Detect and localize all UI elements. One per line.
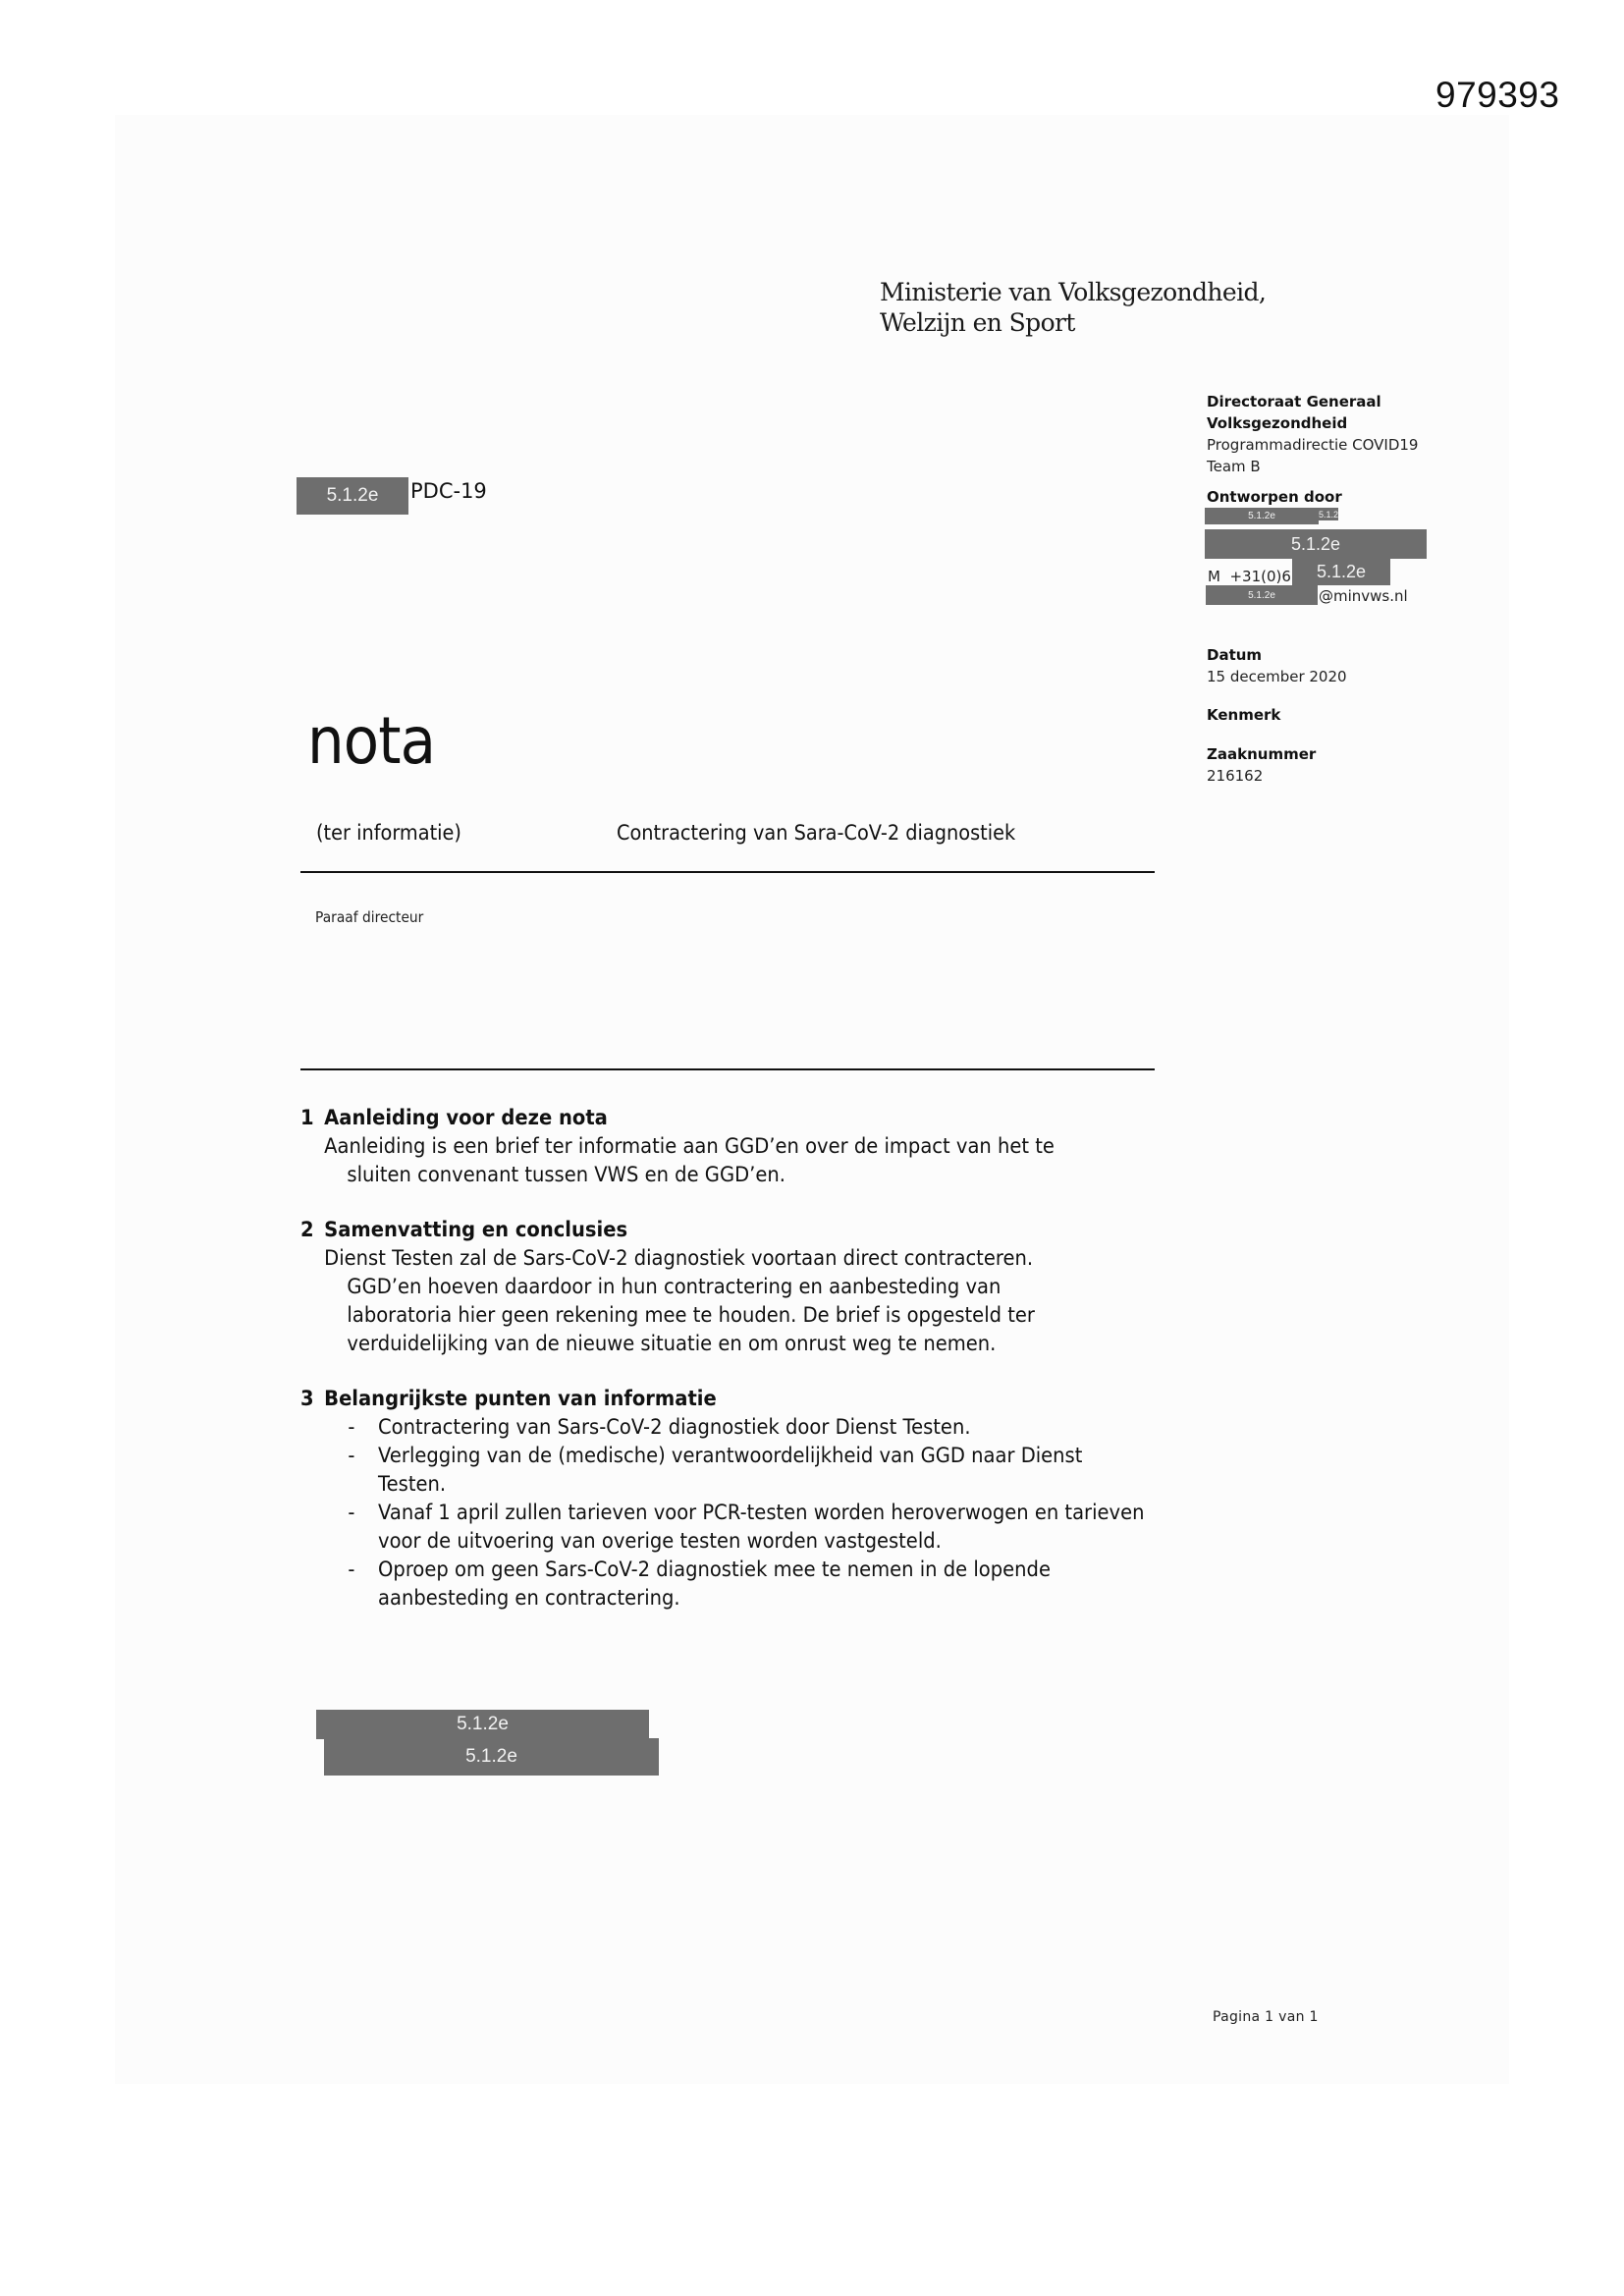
designer-redaction-2: 5.1.2 xyxy=(1319,509,1338,519)
section-2-continuation: GGD’en hoeven daardoor in hun contractering en aanbesteding van laboratoria hier geen rekening mee te houden. De brief is opgesteld ter verduidelijking van de nieuwe situatie en om onrust weg te nemen. xyxy=(347,1275,1035,1355)
case-label: Zaaknummer xyxy=(1207,745,1317,763)
ministry-name-line2: Welzijn en Sport xyxy=(880,308,1075,337)
section-1-first-line: Aanleiding is een brief ter informatie aan GGD’en over de impact van het te xyxy=(324,1134,1055,1158)
kenmerk-label: Kenmerk xyxy=(1207,706,1281,724)
section-3 xyxy=(300,1385,1145,1613)
key-points-list xyxy=(300,1413,1152,1613)
section-3-heading xyxy=(300,1385,1122,1413)
section-1-title: Aanleiding voor deze nota xyxy=(324,1106,608,1129)
date-label: Datum xyxy=(1207,646,1263,664)
section-1-number: 1 xyxy=(300,1106,314,1129)
list-item xyxy=(348,1442,1151,1499)
signature-redaction-2: 5.1.2e xyxy=(324,1738,659,1776)
section-2-heading xyxy=(300,1216,1122,1244)
reference-redaction: 5.1.2e xyxy=(297,477,408,515)
section-3-number: 3 xyxy=(300,1387,314,1410)
org-line-1: Directoraat Generaal xyxy=(1207,393,1381,410)
email-domain: @minvws.nl xyxy=(1319,587,1408,605)
list-item-text: Contractering van Sars-CoV-2 diagnostiek door Dienst Testen. xyxy=(378,1415,971,1439)
case-value: 216162 xyxy=(1207,767,1264,785)
section-1-heading xyxy=(300,1104,1122,1132)
sender-info xyxy=(1207,391,1418,477)
list-item xyxy=(348,1556,1151,1613)
email-user-redaction: 5.1.2e xyxy=(1206,585,1318,605)
org-line-2: Volksgezondheid xyxy=(1207,414,1348,432)
section-3-title: Belangrijkste punten van informatie xyxy=(324,1387,717,1410)
org-line-4: Team B xyxy=(1207,458,1261,475)
date-block xyxy=(1207,644,1347,687)
reference-code: PDC-19 xyxy=(410,479,487,503)
section-2-body xyxy=(300,1244,1122,1358)
section-1-continuation: sluiten convenant tussen VWS en de GGD’en. xyxy=(347,1163,785,1186)
section-2-number: 2 xyxy=(300,1218,314,1241)
list-item xyxy=(348,1499,1151,1556)
list-item xyxy=(348,1413,1151,1442)
bullet-dash: - xyxy=(348,1558,355,1581)
designer-name-redaction: 5.1.2e xyxy=(1205,529,1427,559)
document-type-title: nota xyxy=(307,703,436,779)
list-item-text: Verlegging van de (medische) verantwoordelijkheid van GGD naar Dienst Testen. xyxy=(378,1444,1083,1496)
paraaf-director-label: Paraaf directeur xyxy=(315,908,424,926)
signature-redaction-1: 5.1.2e xyxy=(316,1710,649,1739)
list-item-text: Vanaf 1 april zullen tarieven voor PCR-testen worden heroverwogen en tarieven voor de uitvoering van overige testen worden vastgesteld. xyxy=(378,1501,1145,1553)
title-divider xyxy=(300,871,1155,873)
ministry-letterhead xyxy=(880,277,1266,338)
phone-redaction: 5.1.2e xyxy=(1292,559,1390,585)
org-line-3: Programmadirectie COVID19 xyxy=(1207,436,1419,454)
phone-prefix: M +31(0)6 xyxy=(1208,568,1291,585)
designer-redaction-1: 5.1.2e xyxy=(1205,508,1319,524)
section-2-title: Samenvatting en conclusies xyxy=(324,1218,628,1241)
designed-by-label: Ontworpen door xyxy=(1207,488,1342,506)
section-1-body xyxy=(300,1132,1122,1189)
document-id: 979393 xyxy=(1435,75,1560,115)
document-purpose: (ter informatie) xyxy=(316,821,461,845)
bullet-dash: - xyxy=(348,1501,355,1524)
page-number: Pagina 1 van 1 xyxy=(1213,2009,1319,2025)
case-block xyxy=(1207,743,1316,787)
section-2-first-line: Dienst Testen zal de Sars-CoV-2 diagnostiek voortaan direct contracteren. xyxy=(324,1246,1034,1270)
bullet-dash: - xyxy=(348,1415,355,1439)
date-value: 15 december 2020 xyxy=(1207,668,1347,685)
bullet-dash: - xyxy=(348,1444,355,1467)
paraaf-divider xyxy=(300,1068,1155,1070)
document-subject: Contractering van Sara-CoV-2 diagnostiek xyxy=(617,821,1016,845)
section-2 xyxy=(300,1216,1122,1358)
section-1 xyxy=(300,1104,1122,1189)
ministry-name-line1: Ministerie van Volksgezondheid, xyxy=(880,278,1267,306)
list-item-text: Oproep om geen Sars-CoV-2 diagnostiek mee te nemen in de lopende aanbesteding en contractering. xyxy=(378,1558,1051,1610)
